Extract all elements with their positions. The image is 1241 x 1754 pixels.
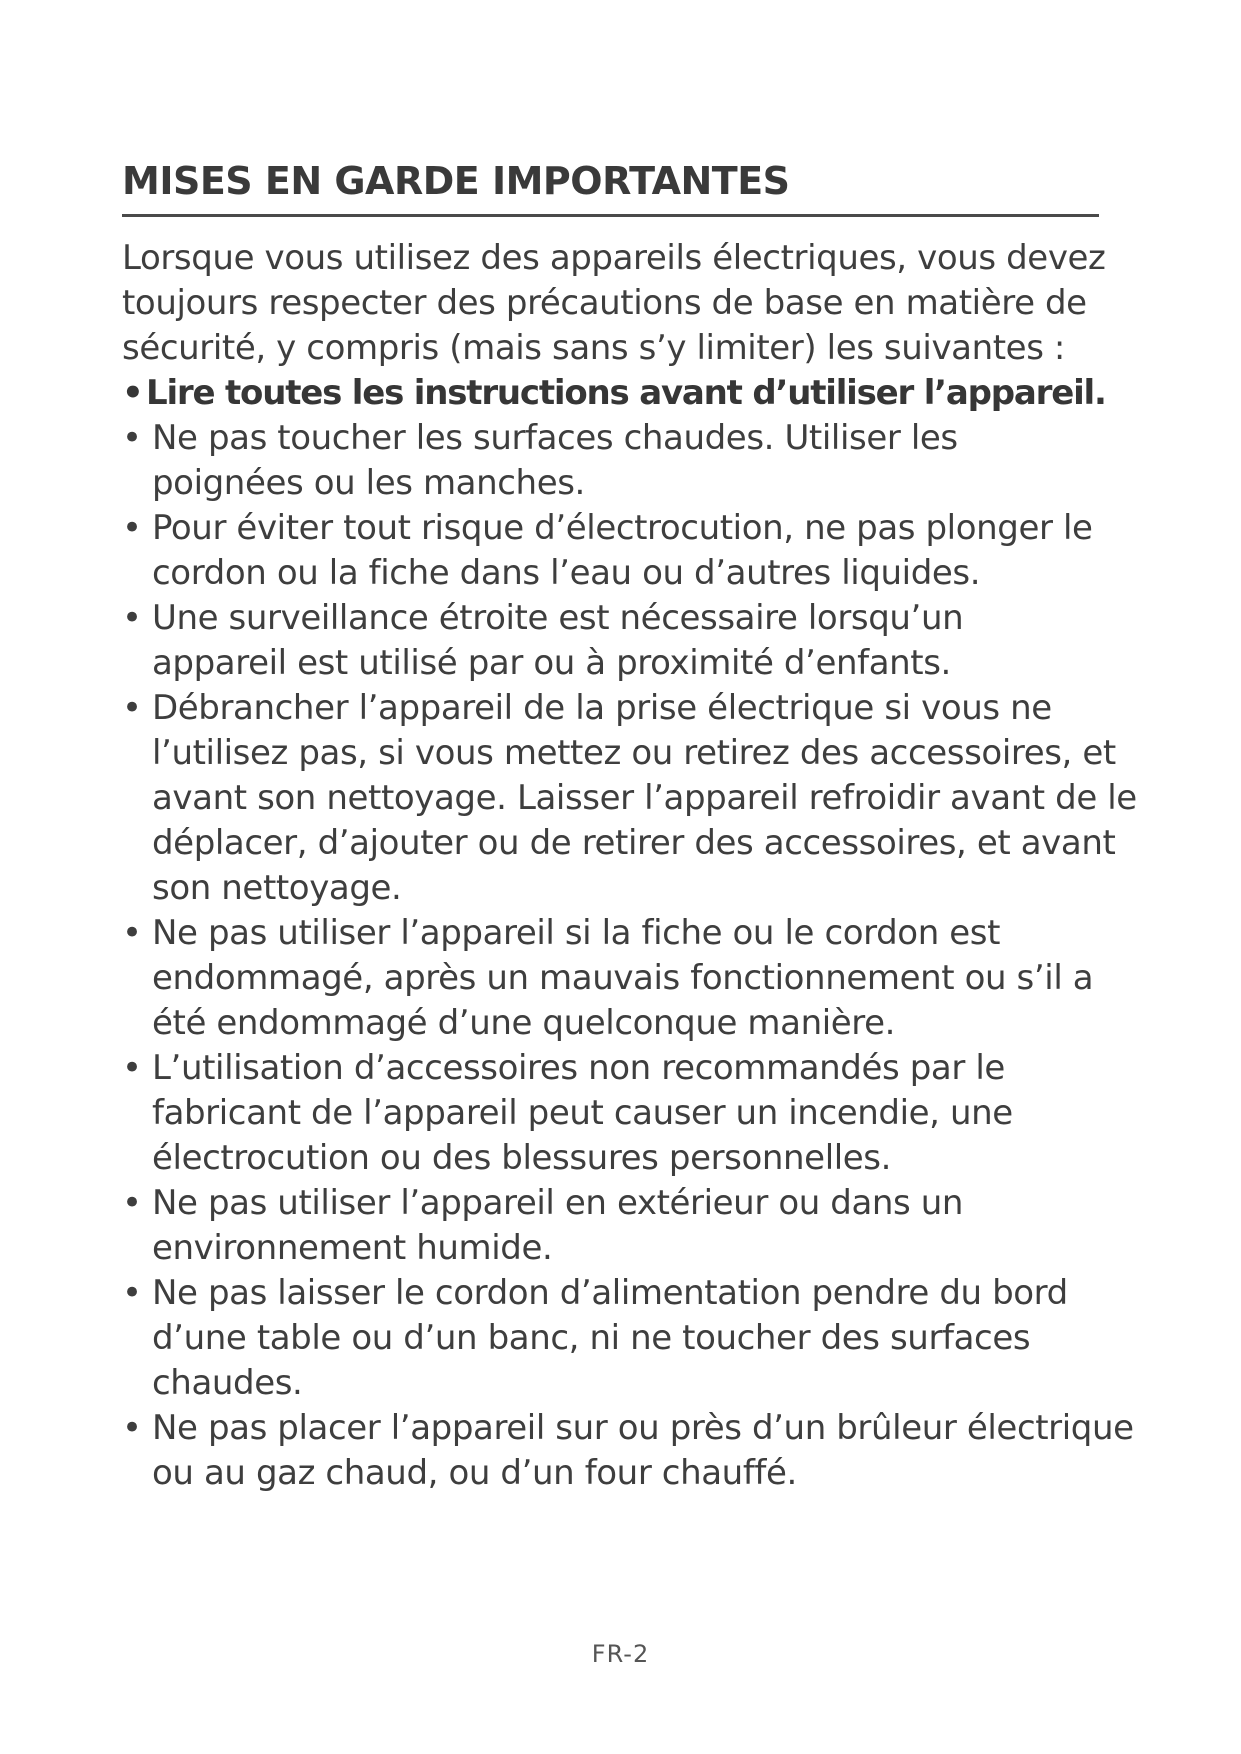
bullet-icon: • bbox=[122, 1048, 142, 1088]
list-item bbox=[122, 1046, 1152, 1181]
list-item bbox=[122, 506, 1152, 596]
list-item bbox=[122, 1181, 1072, 1271]
list-item-text: Une surveillance étroite est nécessaire lorsqu’un appareil est utilisé par ou à proximité d’enfants. bbox=[152, 598, 964, 683]
list-item-text: Pour éviter tout risque d’électrocution, ne pas plonger le cordon ou la fiche dans l’eau ou d’autres liquides. bbox=[152, 508, 1093, 593]
list-item bbox=[122, 911, 1152, 1046]
bullet-icon: • bbox=[122, 598, 142, 638]
list-item-text: Ne pas placer l’appareil sur ou près d’un brûleur électrique ou au gaz chaud, ou d’un four chauffé. bbox=[152, 1408, 1134, 1493]
list-item bbox=[122, 1271, 1112, 1406]
heading-divider bbox=[122, 214, 1099, 217]
list-item-text: Débrancher l’appareil de la prise électrique si vous ne l’utilisez pas, si vous mettez ou retirez des accessoires, et avant son nettoyage. Laisser l’appareil refroidir avant de le déplacer, d’ajouter ou de retirer des accessoires, et avant son nettoyage. bbox=[152, 688, 1137, 908]
bullet-icon: • bbox=[122, 1408, 142, 1448]
list-item-text: Ne pas utiliser l’appareil en extérieur ou dans un environnement humide. bbox=[152, 1183, 964, 1268]
safety-section bbox=[122, 236, 1162, 1496]
bullet-icon: • bbox=[122, 418, 142, 458]
list-item-text: Ne pas utiliser l’appareil si la fiche ou le cordon est endommagé, après un mauvais fonctionnement ou s’il a été endommagé d’une quelconque manière. bbox=[152, 913, 1094, 1043]
bullet-icon: • bbox=[122, 688, 142, 728]
bullet-icon: • bbox=[122, 508, 142, 548]
page-number: FR-2 bbox=[591, 1640, 650, 1668]
list-item bbox=[122, 686, 1152, 911]
page-title: MISES EN GARDE IMPORTANTES bbox=[122, 159, 790, 203]
list-item bbox=[122, 1406, 1152, 1496]
list-item-text: Ne pas laisser le cordon d’alimentation pendre du bord d’une table ou d’un banc, ni ne toucher des surfaces chaudes. bbox=[152, 1273, 1068, 1403]
list-item bbox=[122, 596, 1072, 686]
list-item-text: Lire toutes les instructions avant d’utiliser l’appareil. bbox=[146, 373, 1106, 413]
list-item bbox=[122, 416, 972, 506]
bullet-icon: • bbox=[122, 1273, 142, 1313]
list-item bbox=[122, 371, 1146, 416]
bullet-icon: • bbox=[122, 373, 143, 413]
bullet-icon: • bbox=[122, 1183, 142, 1223]
list-item-text: Ne pas toucher les surfaces chaudes. Utiliser les poignées ou les manches. bbox=[152, 418, 958, 503]
intro-paragraph: Lorsque vous utilisez des appareils électriques, vous devez toujours respecter des précautions de base en matière de sécurité, y compris (mais sans s’y limiter) les suivantes : bbox=[122, 238, 1106, 368]
list-item-text: L’utilisation d’accessoires non recommandés par le fabricant de l’appareil peut causer un incendie, une électrocution ou des blessures personnelles. bbox=[152, 1048, 1013, 1178]
safety-list bbox=[122, 371, 1162, 1496]
bullet-icon: • bbox=[122, 913, 142, 953]
